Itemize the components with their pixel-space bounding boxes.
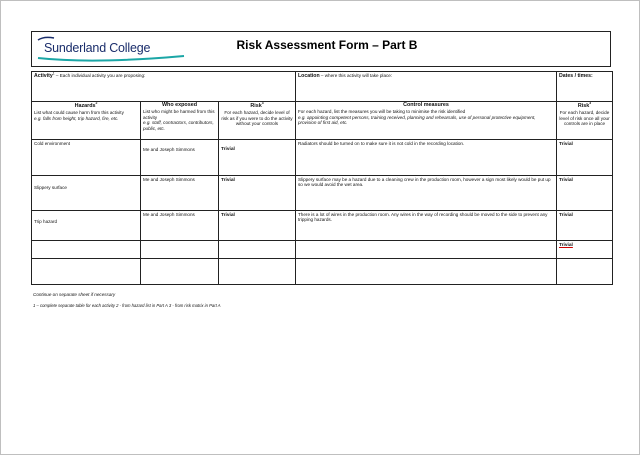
who-cell[interactable] — [141, 259, 219, 285]
risk-cell[interactable] — [219, 176, 296, 211]
risk-cell[interactable] — [219, 140, 296, 176]
table-row — [32, 241, 613, 259]
risk-after-text: Trivial — [559, 243, 573, 248]
risk-table — [31, 71, 613, 285]
college-logo — [34, 34, 194, 64]
risk-after-text: Trivial — [559, 213, 573, 218]
who-example: e.g. staff, contractors, contributors, public, etc. — [143, 120, 214, 131]
activity-desc: – Each individual activity you are proposing: — [54, 73, 146, 78]
location-cell[interactable] — [296, 72, 557, 102]
form-title: Risk Assessment Form – Part B — [236, 38, 418, 52]
risk-desc: For each hazard, decide level of risk as if you were to do the activity without your controls — [221, 110, 293, 127]
risk-cell[interactable] — [219, 211, 296, 241]
continue-note: Continue on separate sheet if necessary — [33, 292, 116, 297]
table-row — [32, 176, 613, 211]
who-title: Who exposed — [161, 102, 198, 108]
hazard-cell[interactable] — [32, 176, 141, 211]
control-cell[interactable] — [296, 140, 557, 176]
risk-title: Risk — [250, 102, 262, 109]
hazard-text: Cold environment — [34, 141, 71, 146]
hazards-example: e.g. falls from height, trip hazard, fire, etc. — [34, 115, 119, 121]
form-header — [31, 31, 611, 67]
risk-after-desc: For each hazard, decide level of risk once all your controls are in place — [559, 110, 610, 127]
risk-after-text: Trivial — [559, 142, 573, 147]
risk-after-cell[interactable] — [557, 241, 613, 259]
control-text: Radiators should be turned on to make sure it is not cold in the recording location. — [298, 141, 465, 146]
who-text: Me and Joseph Simmons — [143, 147, 195, 152]
footnote-legend: 1 – complete separate table for each activity 2 - from hazard list in Part A 3 - from risk matrix in Part A — [33, 303, 221, 308]
who-text: Me and Joseph Simmons — [143, 177, 195, 182]
who-cell[interactable] — [141, 211, 219, 241]
column-header-row — [32, 102, 613, 140]
risk-after-text: Trivial — [559, 178, 573, 183]
who-text: Me and Joseph Simmons — [143, 212, 195, 217]
hazard-cell[interactable] — [32, 140, 141, 176]
control-cell[interactable] — [296, 176, 557, 211]
dates-label: Dates / times: — [559, 73, 593, 79]
who-desc: List who might be harmed from this activity — [143, 109, 215, 120]
risk-text: Trivial — [221, 147, 235, 152]
risk-after-sup: 3 — [589, 101, 592, 105]
controls-desc: For each hazard, list the measures you will be taking to minimise the risk identified — [298, 109, 466, 115]
risk-after-cell[interactable] — [557, 259, 613, 285]
risk-header — [219, 102, 296, 140]
risk-cell[interactable] — [219, 259, 296, 285]
who-cell[interactable] — [141, 241, 219, 259]
hazard-cell[interactable] — [32, 241, 141, 259]
logo-text: Sunderland College — [44, 41, 151, 55]
activity-label: Activity — [34, 73, 53, 79]
risk-after-title: Risk — [577, 102, 590, 109]
risk-after-cell[interactable] — [557, 211, 613, 241]
location-desc: – where this activity will take place: — [319, 73, 393, 78]
activity-row — [32, 72, 613, 102]
hazards-sup: 2 — [95, 101, 98, 105]
risk-sup: 3 — [261, 101, 264, 105]
activity-sup: 1 — [52, 71, 55, 76]
location-label: Location — [298, 73, 320, 79]
who-header — [141, 102, 219, 140]
who-cell[interactable] — [141, 140, 219, 176]
hazard-text: Slippery surface — [34, 185, 67, 190]
risk-after-cell[interactable] — [557, 140, 613, 176]
controls-header — [296, 102, 557, 140]
table-row — [32, 211, 613, 241]
controls-example: e.g. appointing competent persons, training received, planning and rehearsals, use of personal protective equipment, provision of first aid, etc. — [298, 114, 536, 126]
risk-cell[interactable] — [219, 241, 296, 259]
hazard-cell[interactable] — [32, 259, 141, 285]
table-row — [32, 259, 613, 285]
who-cell[interactable] — [141, 176, 219, 211]
activity-cell[interactable] — [32, 72, 296, 102]
hazard-text: Trip hazard — [34, 219, 58, 224]
control-cell[interactable] — [296, 259, 557, 285]
risk-after-cell[interactable] — [557, 176, 613, 211]
table-row — [32, 140, 613, 176]
risk-after-header — [557, 102, 613, 140]
control-text: Slippery surface may be a hazard due to a cleaning crew in the production room, however a sign most likely would be put up so we would avoid the wet area. — [298, 177, 551, 188]
control-cell[interactable] — [296, 241, 557, 259]
control-text: There is a lot of wires in the production room. Any wires in the way of recording should be moved to the side to prevent any tripping hazards. — [298, 212, 548, 223]
control-cell[interactable] — [296, 211, 557, 241]
controls-title: Control measures — [403, 102, 449, 108]
hazards-header — [32, 102, 141, 140]
hazards-title: Hazards — [74, 102, 96, 109]
hazards-desc: List what could cause harm from this activity — [34, 110, 124, 116]
risk-text: Trivial — [221, 178, 235, 183]
dates-cell[interactable] — [557, 72, 613, 102]
hazard-cell[interactable] — [32, 211, 141, 241]
risk-text: Trivial — [221, 213, 235, 218]
